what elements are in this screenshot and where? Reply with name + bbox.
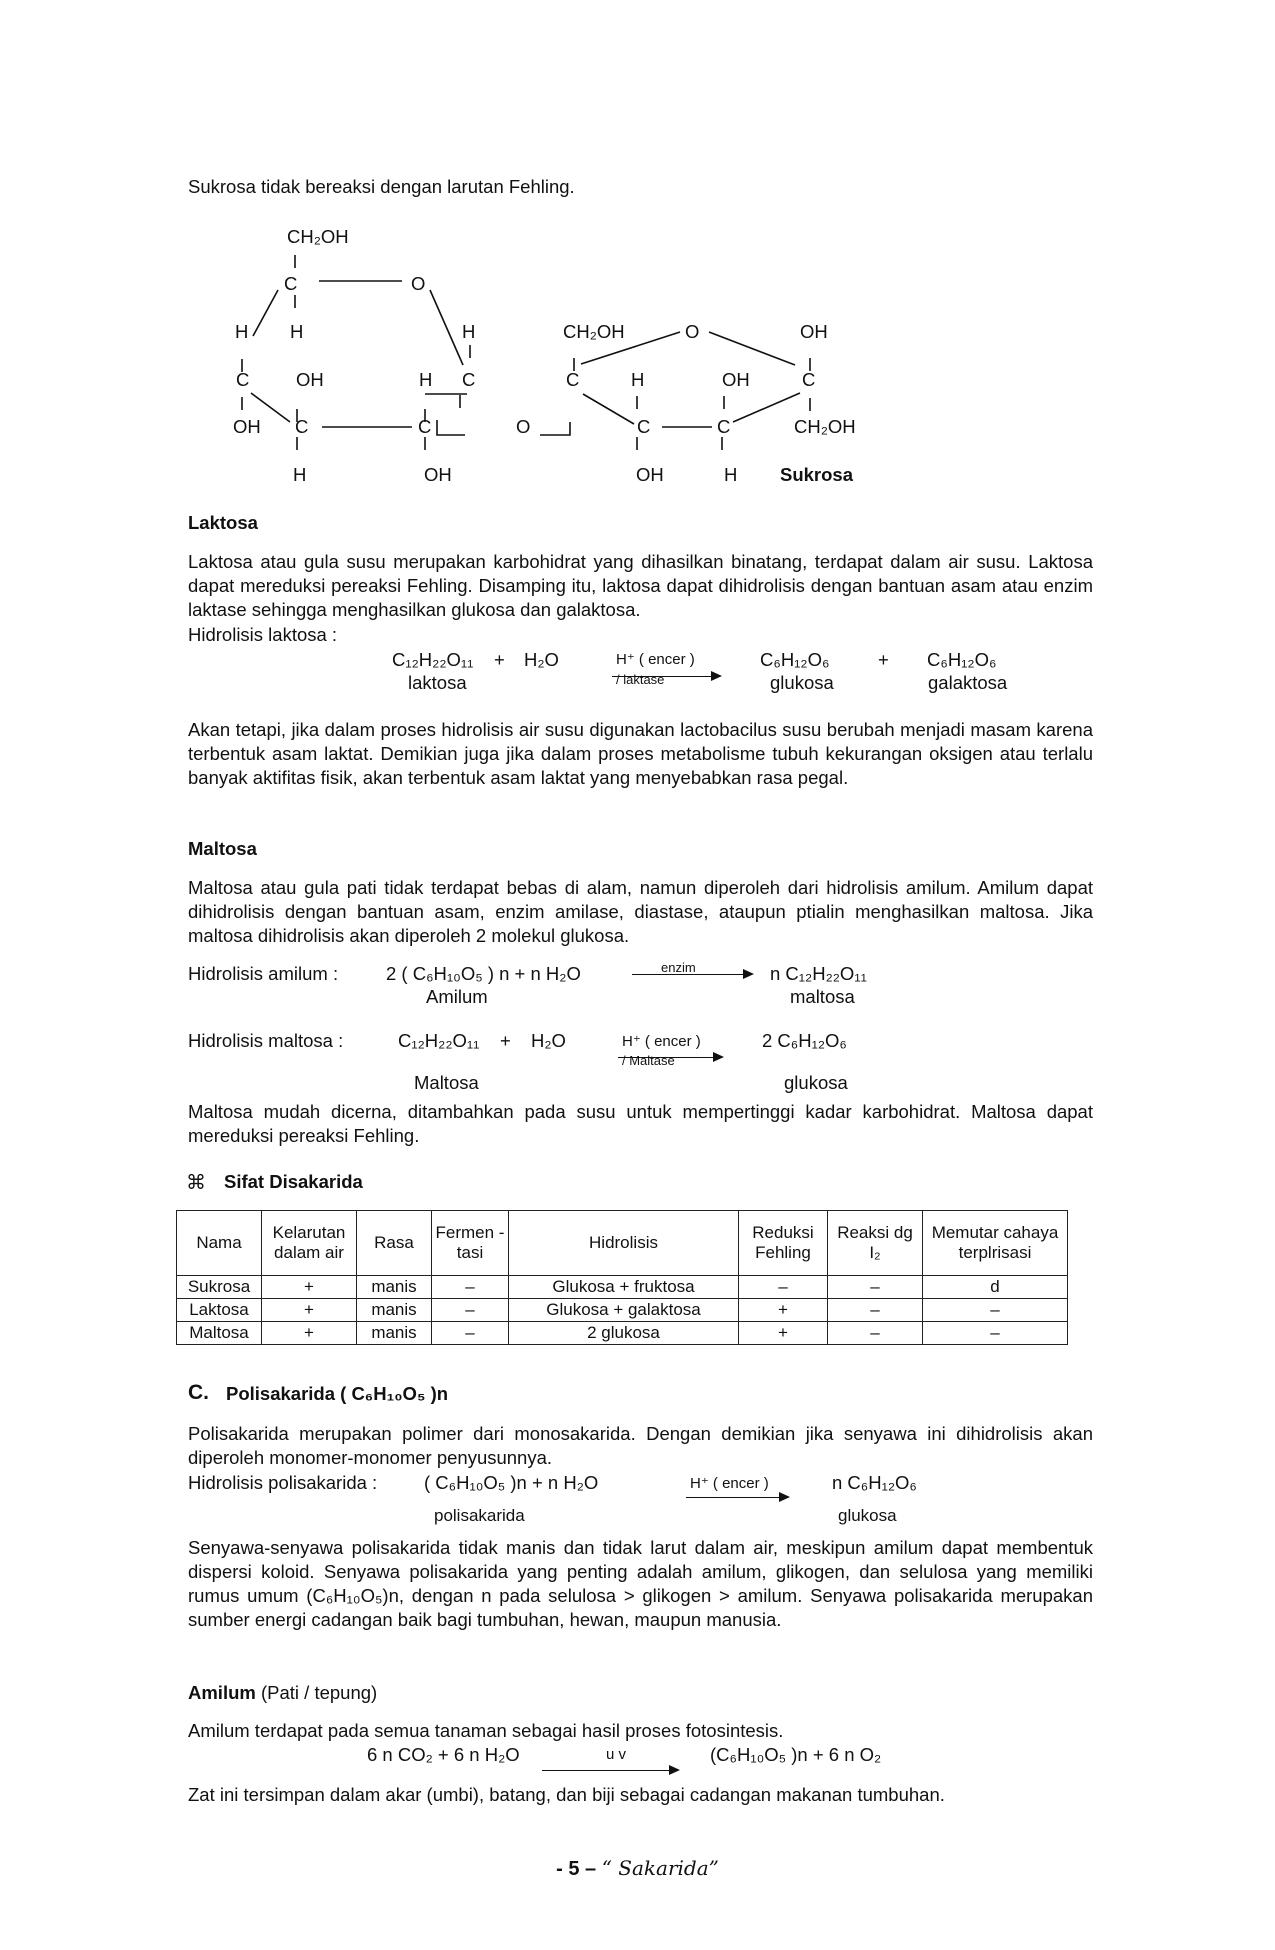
- table-cell: –: [828, 1276, 923, 1299]
- amilum-hydrolysis-label: Hidrolisis amilum :: [188, 963, 339, 984]
- polisakarida-heading: Polisakarida ( C₆H₁₀O₅ )n: [226, 1383, 449, 1404]
- laktosa-name-product1: glukosa: [770, 672, 834, 693]
- table-header: Reduksi Fehling: [739, 1211, 828, 1276]
- table-header-row: [177, 1211, 1068, 1276]
- table-cell: manis: [357, 1276, 432, 1299]
- struct-label: C: [284, 273, 298, 294]
- amilum-heading-title: Amilum: [188, 1682, 256, 1703]
- intro-text: Sukrosa tidak bereaksi dengan larutan Fehling.: [188, 176, 575, 197]
- maltosa-plus: +: [500, 1030, 511, 1051]
- table-cell: d: [923, 1276, 1068, 1299]
- table-cell: –: [432, 1322, 509, 1345]
- laktosa-paragraph: Laktosa atau gula susu merupakan karbohidrat yang dihasilkan binatang, terdapat dalam air susu. Laktosa dapat mereduksi pereaksi Fehling. Disamping itu, laktosa dapat dihidrolisis dengan bantuan asam atau enzim laktase sehingga menghasilkan glukosa dan galaktosa.: [188, 551, 1093, 620]
- laktosa-product1: C₆H₁₂O₆: [760, 649, 830, 670]
- struct-label: H: [724, 464, 738, 485]
- struct-label: O: [411, 273, 426, 294]
- page-footer: [0, 1856, 1275, 1881]
- laktosa-plus2: +: [878, 649, 889, 670]
- polisakarida-paragraph2: Senyawa-senyawa polisakarida tidak manis dan tidak larut dalam air, meskipun amilum dapat membentuk dispersi koloid. Senyawa polisakarida yang penting adalah amilum, glikogen, dan selulosa yang memiliki rumus umum (C₆H₁₀O₅)n, dengan n pada selulosa > glikogen > amilum. Senyawa polisakarida merupakan sumber energi cadangan baik bagi tumbuhan, hewan, maupun manusia.: [188, 1537, 1093, 1630]
- table-header: Memutar cahaya terplrisasi: [923, 1211, 1068, 1276]
- table-cell: Laktosa: [177, 1299, 262, 1322]
- footer-title: “ Sakarida”: [601, 1856, 719, 1880]
- polisakarida-product: n C₆H₁₂O₆: [832, 1472, 917, 1493]
- polisakarida-reactants: ( C₆H₁₀O₅ )n + n H₂O: [424, 1472, 599, 1493]
- maltosa-arrow-below: / Maltase: [622, 1053, 675, 1068]
- sukrosa-structure-diagram: [0, 0, 1275, 500]
- struct-label: H: [290, 321, 304, 342]
- table-cell: manis: [357, 1299, 432, 1322]
- table-cell: +: [262, 1322, 357, 1345]
- struct-label: C: [566, 369, 580, 390]
- amilum-paragraph: Amilum terdapat pada semua tanaman sebagai hasil proses fotosintesis.: [188, 1720, 784, 1741]
- struct-label: H: [419, 369, 433, 390]
- fotosintesis-arrow-above: u v: [606, 1746, 627, 1763]
- struct-label: C: [295, 416, 309, 437]
- maltosa-product: 2 C₆H₁₂O₆: [762, 1030, 847, 1051]
- table-row: [177, 1276, 1068, 1299]
- table-row: [177, 1299, 1068, 1322]
- amilum-name-product: maltosa: [790, 986, 855, 1007]
- reaction-arrow: [686, 1497, 788, 1498]
- laktosa-paragraph2: Akan tetapi, jika dalam proses hidrolisis air susu digunakan lactobacilus susu berubah menjadi masam karena terbentuk asam laktat. Demikian juga jika dalam proses metabolisme tubuh kekurangan oksigen atau terlalu banyak aktifitas fisik, akan terbentuk asam laktat yang menyebabkan rasa pegal.: [188, 719, 1093, 788]
- struct-label: OH: [800, 321, 828, 342]
- table-cell: +: [262, 1276, 357, 1299]
- struct-label: C: [802, 369, 816, 390]
- amilum-heading-suffix: (Pati / tepung): [255, 1682, 378, 1703]
- table-cell: –: [923, 1299, 1068, 1322]
- reaction-arrow: [542, 1770, 678, 1771]
- disakarida-table: [176, 1210, 1068, 1345]
- section-letter: C.: [188, 1381, 209, 1404]
- amilum-paragraph2: Zat ini tersimpan dalam akar (umbi), batang, dan biji sebagai cadangan makanan tumbuhan.: [188, 1784, 945, 1805]
- polisakarida-name-product: glukosa: [838, 1506, 897, 1525]
- table-header: Reaksi dg I₂: [828, 1211, 923, 1276]
- table-cell: –: [828, 1299, 923, 1322]
- struct-label: OH: [296, 369, 324, 390]
- reaction-arrow: [632, 974, 752, 975]
- laktosa-heading: Laktosa: [188, 512, 258, 533]
- table-header: Hidrolisis: [509, 1211, 739, 1276]
- table-cell: –: [739, 1276, 828, 1299]
- struct-label: OH: [722, 369, 750, 390]
- table-header: Fermen -tasi: [432, 1211, 509, 1276]
- table-cell: Sukrosa: [177, 1276, 262, 1299]
- amilum-product: n C₁₂H₂₂O₁₁: [770, 963, 867, 984]
- struct-label: OH: [636, 464, 664, 485]
- sifat-heading: Sifat Disakarida: [224, 1171, 363, 1192]
- table-header: Nama: [177, 1211, 262, 1276]
- table-cell: +: [262, 1299, 357, 1322]
- maltosa-paragraph: Maltosa atau gula pati tidak terdapat bebas di alam, namun diperoleh dari hidrolisis amilum. Amilum dapat dihidrolisis dengan bantuan asam, enzim amilase, diastase, ataupun ptialin menghasilkan maltosa. Jika maltosa dihidrolisis akan diperoleh 2 molekul glukosa.: [188, 877, 1093, 946]
- struct-label: H: [462, 321, 476, 342]
- laktosa-reactant1: C₁₂H₂₂O₁₁: [392, 649, 474, 670]
- table-cell: +: [739, 1299, 828, 1322]
- footer-dash: –: [585, 1858, 597, 1880]
- struct-label: C: [418, 416, 432, 437]
- polisakarida-arrow-above: H⁺ ( encer ): [690, 1475, 769, 1492]
- laktosa-arrow-above: H⁺ ( encer ): [616, 651, 695, 668]
- maltosa-name-product: glukosa: [784, 1072, 848, 1093]
- struct-label: H: [235, 321, 249, 342]
- table-header: Kelarutan dalam air: [262, 1211, 357, 1276]
- laktosa-name-reactant: laktosa: [408, 672, 467, 693]
- maltosa-reactant1: C₁₂H₂₂O₁₁: [398, 1030, 480, 1051]
- table-row: [177, 1322, 1068, 1345]
- polisakarida-hydrolysis-label: Hidrolisis polisakarida :: [188, 1472, 378, 1493]
- struct-label: O: [516, 416, 531, 437]
- polisakarida-paragraph: Polisakarida merupakan polimer dari monosakarida. Dengan demikian jika senyawa ini dihidrolisis akan diperoleh monomer-monomer penyusunnya.: [188, 1423, 1093, 1468]
- struct-label: H: [631, 369, 645, 390]
- table-cell: Glukosa + galaktosa: [509, 1299, 739, 1322]
- struct-label: OH: [424, 464, 452, 485]
- fotosintesis-products: (C₆H₁₀O₅ )n + 6 n O₂: [710, 1744, 882, 1765]
- laktosa-arrow-below: / laktase: [616, 672, 665, 687]
- table-cell: –: [432, 1276, 509, 1299]
- struct-name: Sukrosa: [780, 464, 854, 485]
- laktosa-name-product2: galaktosa: [928, 672, 1008, 693]
- maltosa-heading: Maltosa: [188, 838, 257, 859]
- struct-label: C: [462, 369, 476, 390]
- laktosa-product2: C₆H₁₂O₆: [927, 649, 997, 670]
- table-cell: –: [432, 1299, 509, 1322]
- struct-label: O: [685, 321, 700, 342]
- maltosa-hydrolysis-label: Hidrolisis maltosa :: [188, 1030, 344, 1051]
- table-header: Rasa: [357, 1211, 432, 1276]
- laktosa-reactant2: H₂O: [524, 649, 559, 670]
- struct-label: C: [637, 416, 651, 437]
- polisakarida-name-reactant: polisakarida: [434, 1506, 525, 1525]
- struct-label: OH: [233, 416, 261, 437]
- table-cell: manis: [357, 1322, 432, 1345]
- maltosa-arrow-above: H⁺ ( encer ): [622, 1033, 701, 1050]
- table-cell: 2 glukosa: [509, 1322, 739, 1345]
- laktosa-plus1: +: [494, 649, 505, 670]
- table-cell: +: [739, 1322, 828, 1345]
- struct-label: CH₂OH: [287, 226, 349, 247]
- maltosa-reactant2: H₂O: [531, 1030, 566, 1051]
- maltosa-paragraph2: Maltosa mudah dicerna, ditambahkan pada susu untuk mempertinggi kadar karbohidrat. Maltosa dapat mereduksi pereaksi Fehling.: [188, 1101, 1093, 1146]
- bullet-icon: ⌘: [186, 1172, 206, 1194]
- amilum-arrow-above: enzim: [661, 960, 696, 975]
- struct-label: CH₂OH: [563, 321, 625, 342]
- fotosintesis-reactants: 6 n CO₂ + 6 n H₂O: [367, 1744, 520, 1765]
- maltosa-name-reactant: Maltosa: [414, 1072, 479, 1093]
- page-number: - 5: [556, 1858, 580, 1880]
- struct-label: C: [236, 369, 250, 390]
- table-cell: –: [828, 1322, 923, 1345]
- table-cell: –: [923, 1322, 1068, 1345]
- amilum-reactants: 2 ( C₆H₁₀O₅ ) n + n H₂O: [386, 963, 581, 984]
- struct-label: H: [293, 464, 307, 485]
- amilum-name-reactant: Amilum: [426, 986, 488, 1007]
- struct-label: C: [717, 416, 731, 437]
- amilum-heading: [188, 1682, 377, 1704]
- table-cell: Maltosa: [177, 1322, 262, 1345]
- struct-label: CH₂OH: [794, 416, 856, 437]
- laktosa-hydrolysis-label: Hidrolisis laktosa :: [188, 624, 338, 645]
- table-cell: Glukosa + fruktosa: [509, 1276, 739, 1299]
